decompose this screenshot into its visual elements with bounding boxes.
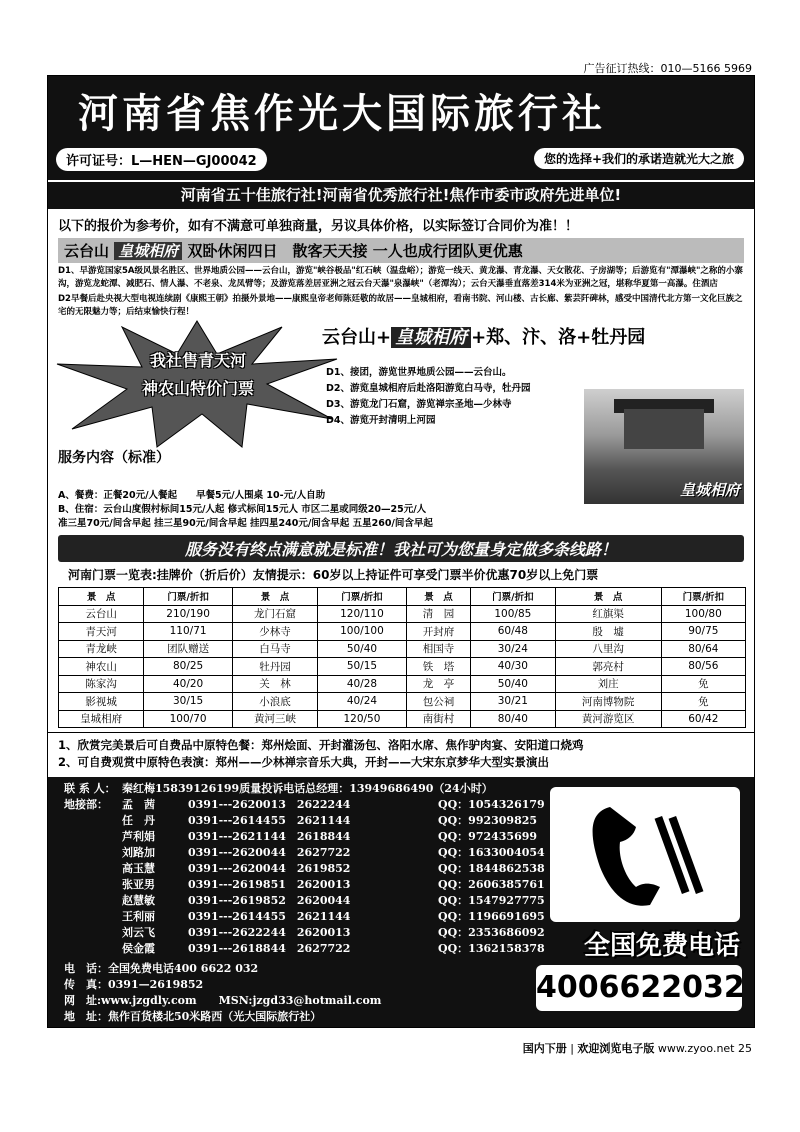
table-cell: 80/40 — [471, 710, 555, 728]
table-cell: 50/40 — [471, 675, 555, 693]
agent-name: 芦利娟 — [122, 830, 155, 843]
table-cell: 免 — [661, 693, 745, 711]
table-row — [59, 605, 746, 623]
table-cell: 神农山 — [59, 658, 144, 676]
footer-divider: | — [570, 1042, 578, 1055]
extra-food: 1、欣赏完美景后可自费品中原特色餐：郑州烩面、开封灌汤包、洛阳水席、焦作驴肉宴、安阳道口烧鸡 — [58, 738, 584, 752]
agent-row — [64, 845, 578, 861]
agent-phones: 0391---2620013 2622244 — [188, 798, 351, 811]
table-cell: 红旗渠 — [555, 605, 661, 623]
agent-label — [64, 941, 122, 957]
column-header: 景 点 — [232, 588, 317, 606]
route2-title-highlight: 皇城相府 — [391, 327, 471, 348]
table-cell: 包公祠 — [406, 693, 470, 711]
agent-qq: QQ：1844862538 — [438, 862, 545, 875]
agent-label: 地接部： — [64, 798, 108, 811]
agent-phones: 0391---2622244 2620013 — [188, 926, 351, 939]
column-header: 景 点 — [555, 588, 661, 606]
agent-row — [64, 925, 578, 941]
footer-welcome: 欢迎浏览电子版 — [577, 1042, 655, 1055]
footer-page-number: 25 — [738, 1042, 752, 1055]
column-header: 门票/折扣 — [318, 588, 407, 606]
agent-qq: QQ：1547927775 — [438, 894, 545, 907]
route1-day1: D1、早游览国家5A级风景名胜区、世界地质公园——云台山，游览"峡谷极品"红石峡（温盘峪）；游览一线天、黄龙瀑、青龙瀑、天女散花、子房湖等；后游览有"潭瀑峡"之称的小寨沟，游览龙蛇潭、减肥石、情人瀑、不老泉、龙凤臂等；及游览落差居亚洲之冠云台天瀑"泉瀑峡"（老潭沟）；云台天瀑垂直落差314米为亚洲之冠，堪称华夏第一高瀑。住酒店 — [58, 266, 743, 289]
agent-phones: 0391---2619852 2620044 — [188, 894, 351, 907]
table-cell: 50/15 — [318, 658, 407, 676]
table-cell: 南街村 — [406, 710, 470, 728]
table-cell: 120/110 — [318, 605, 407, 623]
contact-person: 秦红梅15839126199质量投诉电话总经理：13949686490（24小时） — [122, 782, 493, 795]
agent-qq: QQ：1054326179 — [438, 798, 545, 811]
agent-row — [64, 893, 578, 909]
promo-line1: 我社售青天河 — [149, 351, 246, 370]
contact-fax: 传 真：0391—2619852 — [64, 978, 204, 991]
contact-section — [48, 777, 754, 1028]
license-badge: 许可证号：L—HEN—GJ00042 — [56, 148, 267, 171]
ticket-title: 河南门票一览表:挂牌价（折后价）友情提示：60岁以上持证件可享受门票半价优惠70岁以上免门票 — [68, 568, 599, 582]
agent-qq: QQ：992309825 — [438, 814, 538, 827]
table-cell: 郭亮村 — [555, 658, 661, 676]
table-row — [59, 640, 746, 658]
page-footer — [523, 1040, 752, 1056]
route2-title-post: +郑、汴、洛+牡丹园 — [471, 327, 646, 348]
table-cell: 40/30 — [471, 658, 555, 676]
route2-title — [322, 323, 645, 349]
contact-tel: 电 话：全国免费电话400 6622 032 — [64, 962, 259, 975]
table-cell: 60/42 — [661, 710, 745, 728]
ad-hotline: 广告征订热线：010—5166 5969 — [583, 62, 752, 75]
table-cell: 相国寺 — [406, 640, 470, 658]
agent-label — [64, 861, 122, 877]
table-cell: 铁 塔 — [406, 658, 470, 676]
free-call-label: 全国免费电话 — [583, 931, 740, 961]
table-cell: 小浪底 — [232, 693, 317, 711]
table-cell: 黄河三峡 — [232, 710, 317, 728]
agent-label — [64, 893, 122, 909]
agency-title: 河南省焦作光大国际旅行社 — [78, 91, 606, 137]
agent-label — [64, 909, 122, 925]
table-row — [59, 710, 746, 728]
agent-name: 任 丹 — [122, 814, 155, 827]
table-cell: 90/75 — [661, 623, 745, 641]
agent-phones: 0391---2614455 2621144 — [188, 814, 351, 827]
motto-badge: 您的选择+我们的承诺造就光大之旅 — [534, 148, 744, 169]
agent-row — [64, 941, 578, 957]
agent-qq: QQ：1196691695 — [438, 910, 545, 923]
agent-phones: 0391---2619851 2620013 — [188, 878, 351, 891]
route2-title-pre: 云台山+ — [322, 327, 392, 348]
service-title: 服务内容（标准） — [58, 450, 170, 466]
contact-person-row — [64, 781, 578, 797]
route2-day: D2、游览皇城相府后赴洛阳游览白马寺，牡丹园 — [326, 383, 531, 394]
agent-qq: QQ：1362158378 — [438, 942, 545, 955]
agent-row — [64, 813, 578, 829]
agent-label — [64, 877, 122, 893]
table-cell: 100/70 — [144, 710, 233, 728]
agent-name: 赵慧敏 — [122, 894, 155, 907]
table-cell: 清 园 — [406, 605, 470, 623]
table-row — [59, 658, 746, 676]
column-header: 景 点 — [406, 588, 470, 606]
table-cell: 100/85 — [471, 605, 555, 623]
masthead — [48, 76, 754, 180]
agent-row — [64, 829, 578, 845]
route2-day: D1、接团，游览世界地质公园——云台山。 — [326, 367, 512, 378]
table-cell: 黄河游览区 — [555, 710, 661, 728]
route1-day2: D2早餐后赴央视大型电视连续剧《康熙王朝》拍摄外景地——康熙皇帝老师陈廷敬的故居——皇城相府，看南书院、河山楼、古长廊、紫芸阡碑林，感受中国清代北方第一文化巨族之宅的无限魅力等；后结束愉快行程！ — [58, 294, 743, 317]
table-cell: 110/71 — [144, 623, 233, 641]
table-cell: 陈家沟 — [59, 675, 144, 693]
route1-title — [58, 238, 744, 263]
awards-banner: 河南省五十佳旅行社!河南省优秀旅行社!焦作市委市政府先进单位! — [48, 180, 754, 209]
column-header: 门票/折扣 — [144, 588, 233, 606]
agent-list — [64, 797, 578, 957]
table-cell: 40/24 — [318, 693, 407, 711]
table-header-row — [59, 588, 746, 606]
table-cell: 青龙峡 — [59, 640, 144, 658]
agent-qq: QQ：2606385761 — [438, 878, 545, 891]
table-cell: 团队赠送 — [144, 640, 233, 658]
table-cell: 龙门石窟 — [232, 605, 317, 623]
agent-name: 王利丽 — [122, 910, 155, 923]
table-row — [59, 623, 746, 641]
agent-name: 张亚男 — [122, 878, 155, 891]
footer-section: 国内下册 — [522, 1042, 567, 1055]
route1-title-highlight: 皇城相府 — [114, 242, 182, 260]
table-cell: 皇城相府 — [59, 710, 144, 728]
column-header: 门票/折扣 — [661, 588, 745, 606]
column-header: 门票/折扣 — [471, 588, 555, 606]
agent-name: 刘云飞 — [122, 926, 155, 939]
promo-text — [108, 347, 288, 403]
agent-label — [64, 845, 122, 861]
service-stay: B、住宿：云台山度假村标间15元/人起 修式标间15元人 市区二星或同级20—25元/人 — [58, 504, 427, 515]
route2-day: D4、游览开封清明上河园 — [326, 415, 436, 426]
agent-phones: 0391---2620044 2619852 — [188, 862, 351, 875]
table-cell: 30/21 — [471, 693, 555, 711]
agent-qq: QQ：972435699 — [438, 830, 538, 843]
agent-label — [64, 925, 122, 941]
table-cell: 100/100 — [318, 623, 407, 641]
extra-show: 2、可自费观赏中原特色表演：郑州——少林禅宗音乐大典，开封——大宋东京梦华大型实景演出 — [58, 755, 549, 769]
table-cell: 30/15 — [144, 693, 233, 711]
table-cell: 开封府 — [406, 623, 470, 641]
table-cell: 刘庄 — [555, 675, 661, 693]
agent-row — [64, 861, 578, 877]
agent-name: 孟 茜 — [122, 798, 155, 811]
ticket-body — [59, 605, 746, 728]
table-row — [59, 675, 746, 693]
service-stars: 准三星70元/间含早起 挂三星90元/间含早起 挂四星240元/间含早起 五星260/间含早起 — [58, 518, 433, 529]
table-cell: 80/56 — [661, 658, 745, 676]
telephone-icon — [550, 787, 740, 922]
table-cell: 牡丹园 — [232, 658, 317, 676]
route2-days — [326, 365, 531, 429]
route2-day: D3、游览龙门石窟，游览禅宗圣地—少林寺 — [326, 399, 512, 410]
ticket-table — [58, 587, 746, 728]
agent-row — [64, 797, 578, 813]
agent-name: 高玉慧 — [122, 862, 155, 875]
table-cell: 殷 墟 — [555, 623, 661, 641]
palace-photo — [584, 389, 744, 504]
contact-web[interactable]: 网 址:www.jzgdly.com MSN:jzgd33@hotmail.com — [64, 994, 382, 1007]
table-cell: 龙 亭 — [406, 675, 470, 693]
table-cell: 120/50 — [318, 710, 407, 728]
ad-page — [47, 75, 755, 1028]
table-cell: 100/80 — [661, 605, 745, 623]
price-notice: 以下的报价为参考价，如有不满意可单独商量，另议具体价格，以实际签订合同价为准！！ — [58, 219, 579, 234]
agent-row — [64, 877, 578, 893]
agent-phones: 0391---2614455 2621144 — [188, 910, 351, 923]
table-cell: 50/40 — [318, 640, 407, 658]
contact-lines — [64, 961, 578, 1025]
agent-label — [64, 829, 122, 845]
agent-name: 侯金霞 — [122, 942, 155, 955]
table-row — [59, 693, 746, 711]
photo-label: 皇城相府 — [679, 481, 740, 499]
table-cell: 60/48 — [471, 623, 555, 641]
promo-line2: 神农山特价门票 — [141, 379, 254, 398]
table-cell: 80/64 — [661, 640, 745, 658]
table-cell: 关 林 — [232, 675, 317, 693]
slogan-banner: 服务没有终点满意就是标准！我社可为您量身定做多条线路！ — [58, 535, 744, 562]
contact-address: 地 址：焦作百货楼北50米路西（光大国际旅行社） — [64, 1010, 322, 1023]
route1-title-pre: 云台山 — [64, 242, 110, 260]
column-header: 景 点 — [59, 588, 144, 606]
agent-name: 刘路加 — [122, 846, 155, 859]
table-cell: 少林寺 — [232, 623, 317, 641]
service-meals: A、餐费：正餐20元/人餐起 早餐5元/人围桌 10-元/人自助 — [58, 490, 326, 501]
table-cell: 210/190 — [144, 605, 233, 623]
table-cell: 影视城 — [59, 693, 144, 711]
agent-phones: 0391---2620044 2627722 — [188, 846, 351, 859]
agent-qq: QQ：2353686092 — [438, 926, 545, 939]
footer-site[interactable]: www.zyoo.net — [657, 1042, 735, 1055]
table-cell: 80/25 — [144, 658, 233, 676]
route1-title-post: 双卧休闲四日 散客天天接 一人也成行团队更优惠 — [187, 242, 523, 260]
contact-person-label: 联 系 人： — [64, 782, 116, 795]
phone-handset-icon — [550, 787, 740, 922]
table-cell: 云台山 — [59, 605, 144, 623]
agent-label — [64, 813, 122, 829]
temple-shape — [624, 409, 704, 449]
free-call-number[interactable]: 4006622032 — [536, 965, 742, 1011]
agent-phones: 0391---2618844 2627722 — [188, 942, 351, 955]
agent-phones: 0391---2621144 2618844 — [188, 830, 351, 843]
table-cell: 八里沟 — [555, 640, 661, 658]
contact-info — [64, 781, 578, 1025]
extras — [48, 732, 754, 775]
table-cell: 40/20 — [144, 675, 233, 693]
agent-qq: QQ：1633004054 — [438, 846, 545, 859]
table-cell: 免 — [661, 675, 745, 693]
table-cell: 青天河 — [59, 623, 144, 641]
table-cell: 河南博物院 — [555, 693, 661, 711]
table-cell: 30/24 — [471, 640, 555, 658]
agent-row — [64, 909, 578, 925]
table-cell: 40/28 — [318, 675, 407, 693]
table-cell: 白马寺 — [232, 640, 317, 658]
